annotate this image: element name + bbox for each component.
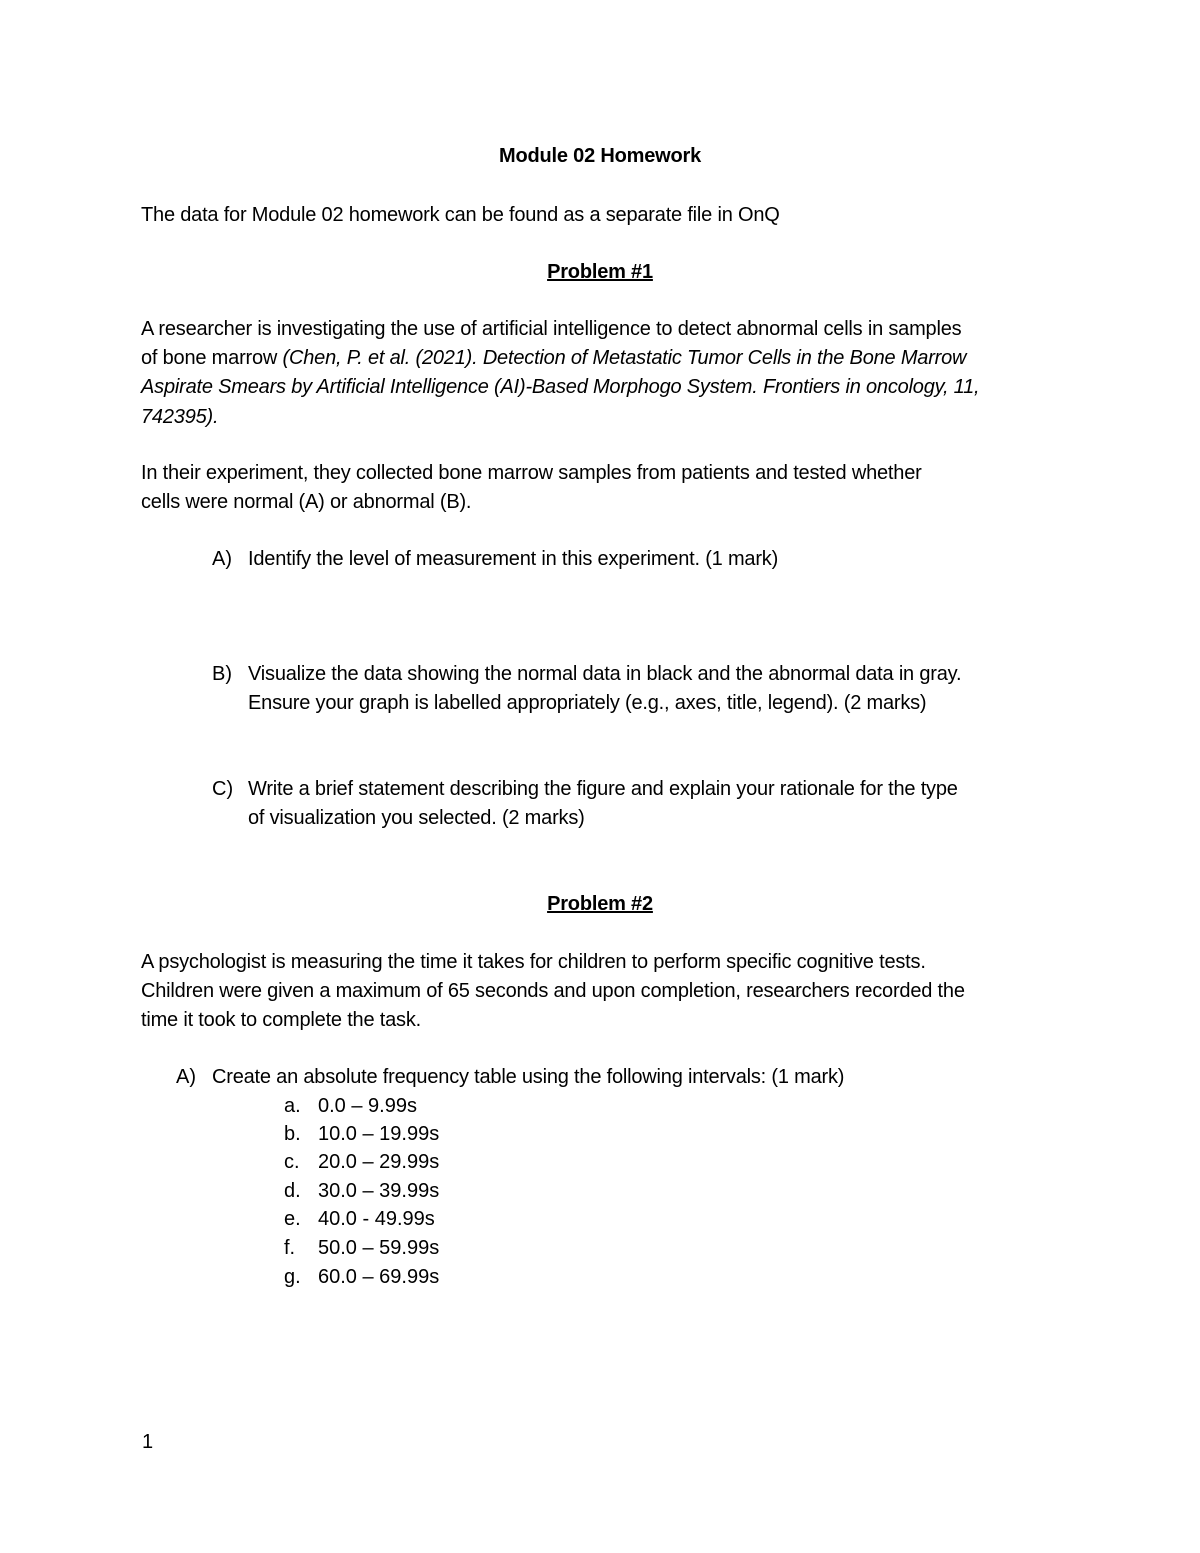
interval-b-marker: b. <box>284 1123 301 1145</box>
question-2a-marker: A) <box>176 1066 196 1088</box>
interval-d-marker: d. <box>284 1180 301 1202</box>
problem-2-paragraph-line-1: A psychologist is measuring the time it takes for children to perform specific cognitive tests. <box>141 951 926 973</box>
problem-1-paragraph-2-line-1: In their experiment, they collected bone marrow samples from patients and tested whether <box>141 462 922 484</box>
problem-1-paragraph-line-1: A researcher is investigating the use of artificial intelligence to detect abnormal cells in samples <box>141 318 962 340</box>
interval-g-marker: g. <box>284 1266 301 1288</box>
interval-b: 10.0 – 19.99s <box>318 1123 440 1145</box>
question-1c-text-line-1: Write a brief statement describing the figure and explain your rationale for the type <box>248 778 958 800</box>
citation-line-3: 742395). <box>141 406 219 428</box>
interval-d: 30.0 – 39.99s <box>318 1180 440 1202</box>
interval-e: 40.0 - 49.99s <box>318 1208 435 1230</box>
problem-1-paragraph-2-line-2: cells were normal (A) or abnormal (B). <box>141 491 472 513</box>
problem-1-paragraph-line-2-plain: of bone marrow <box>141 347 283 369</box>
question-1a-marker: A) <box>212 548 232 570</box>
interval-a-marker: a. <box>284 1095 301 1117</box>
problem-2-paragraph-line-3: time it took to complete the task. <box>141 1009 421 1031</box>
page-title: Module 02 Homework <box>499 145 701 167</box>
question-2a-text: Create an absolute frequency table using the following intervals: (1 mark) <box>212 1066 845 1088</box>
problem-1-heading: Problem #1 <box>547 261 653 283</box>
question-1b-text-line-2: Ensure your graph is labelled appropriately (e.g., axes, title, legend). (2 marks) <box>248 692 927 714</box>
question-1c-text-line-2: of visualization you selected. (2 marks) <box>248 807 585 829</box>
question-1a-text: Identify the level of measurement in this experiment. (1 mark) <box>248 548 779 570</box>
citation-line-1: (Chen, P. et al. (2021). Detection of Metastatic Tumor Cells in the Bone Marrow <box>282 347 967 369</box>
citation-line-2: Aspirate Smears by Artificial Intelligence (AI)-Based Morphogo System. Frontiers in oncology, 11, <box>141 376 980 398</box>
interval-a: 0.0 – 9.99s <box>318 1095 417 1117</box>
question-1b-marker: B) <box>212 663 232 685</box>
problem-2-heading: Problem #2 <box>547 893 653 915</box>
interval-e-marker: e. <box>284 1208 301 1230</box>
question-1c-marker: C) <box>212 778 234 800</box>
problem-1-paragraph-line-2 <box>141 344 1071 373</box>
interval-g: 60.0 – 69.99s <box>318 1266 440 1288</box>
question-1b-text-line-1: Visualize the data showing the normal data in black and the abnormal data in gray. <box>248 663 962 685</box>
interval-c-marker: c. <box>284 1151 300 1173</box>
interval-f-marker: f. <box>284 1237 296 1259</box>
intro-text: The data for Module 02 homework can be found as a separate file in OnQ <box>141 204 780 226</box>
problem-2-paragraph-line-2: Children were given a maximum of 65 seconds and upon completion, researchers recorded the <box>141 980 965 1002</box>
interval-c: 20.0 – 29.99s <box>318 1151 440 1173</box>
interval-f: 50.0 – 59.99s <box>318 1237 440 1259</box>
page-number: 1 <box>142 1431 154 1453</box>
